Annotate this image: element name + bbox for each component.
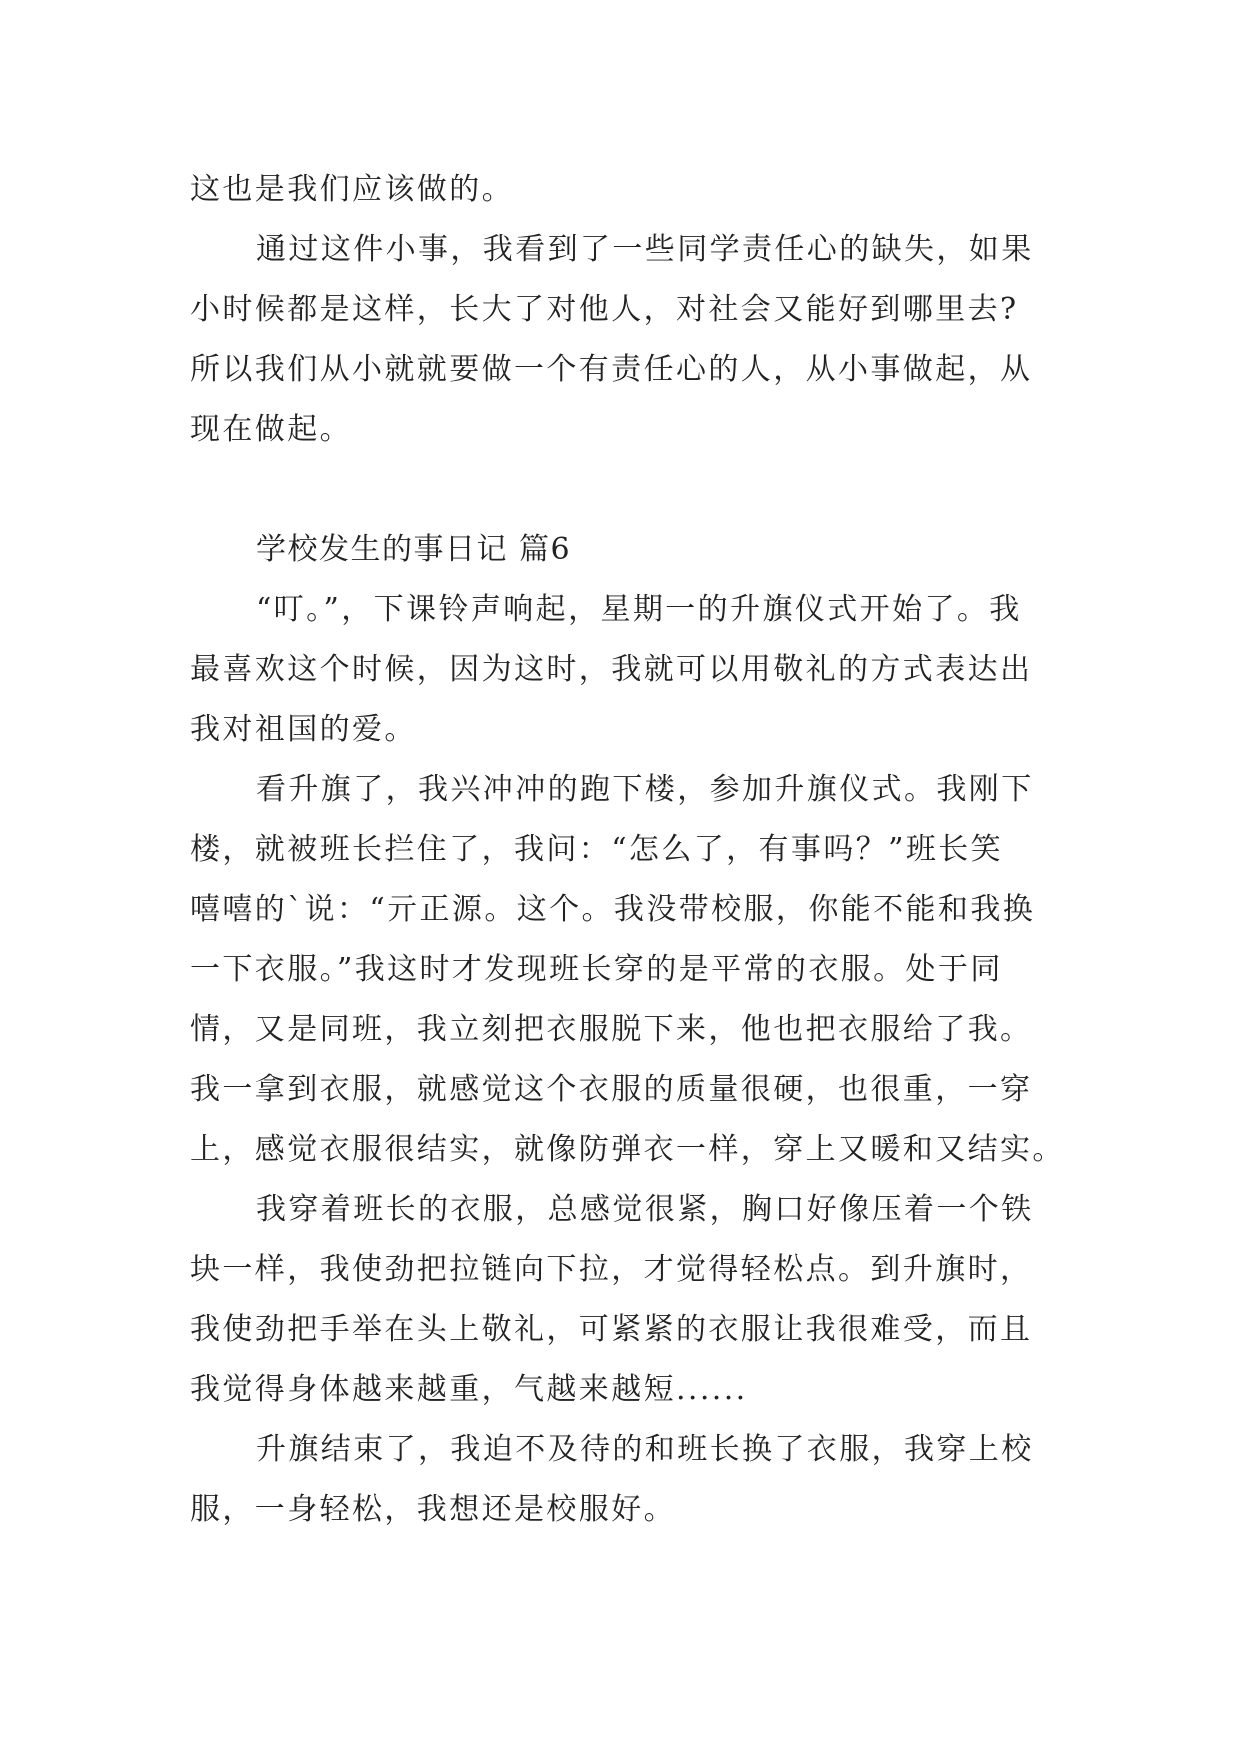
text-line: 楼，就被班长拦住了，我问：“怎么了，有事吗？”班长笑	[190, 832, 1004, 867]
text-line: 这也是我们应该做的。	[190, 172, 514, 207]
text-line: 嘻嘻的`说：“亓正源。这个。我没带校服，你能不能和我换	[190, 892, 1036, 927]
document-page	[190, 160, 1065, 1540]
paragraph-start-line: 我穿着班长的衣服，总感觉很紧，胸口好像压着一个铁	[256, 1192, 1034, 1227]
text-line: 服，一身轻松，我想还是校服好。	[190, 1492, 676, 1527]
text-line: 上，感觉衣服很结实，就像防弹衣一样，穿上又暖和又结实。	[190, 1132, 1065, 1167]
text-line: 我对祖国的爱。	[190, 712, 417, 747]
paragraph-start-line: 升旗结束了，我迫不及待的和班长换了衣服，我穿上校	[256, 1432, 1034, 1467]
text-line: 情，又是同班，我立刻把衣服脱下来，他也把衣服给了我。	[190, 1012, 1033, 1047]
section-gap	[190, 460, 1050, 520]
paragraph-start-line: “叮。”，下课铃声响起，星期一的升旗仪式开始了。我	[256, 592, 1022, 627]
text-line: 我觉得身体越来越重，气越来越短......	[190, 1372, 748, 1407]
text-line: 我使劲把手举在头上敬礼，可紧紧的衣服让我很难受，而且	[190, 1312, 1033, 1347]
text-line: 现在做起。	[190, 412, 352, 447]
section-heading: 学校发生的事日记 篇6	[256, 532, 572, 567]
paragraph-start-line: 看升旗了，我兴冲冲的跑下楼，参加升旗仪式。我刚下	[256, 772, 1034, 807]
text-line: 我一拿到衣服，就感觉这个衣服的质量很硬，也很重，一穿	[190, 1072, 1033, 1107]
text-line: 小时候都是这样，长大了对他人，对社会又能好到哪里去?	[190, 292, 1019, 327]
text-line: 块一样，我使劲把拉链向下拉，才觉得轻松点。到升旗时，	[190, 1252, 1033, 1287]
text-line: 所以我们从小就就要做一个有责任心的人，从小事做起，从	[190, 352, 1033, 387]
paragraph-start-line: 通过这件小事，我看到了一些同学责任心的缺失，如果	[256, 232, 1034, 267]
text-line: 一下衣服。”我这时才发现班长穿的是平常的衣服。处于同	[190, 952, 1003, 987]
text-line: 最喜欢这个时候，因为这时，我就可以用敬礼的方式表达出	[190, 652, 1033, 687]
